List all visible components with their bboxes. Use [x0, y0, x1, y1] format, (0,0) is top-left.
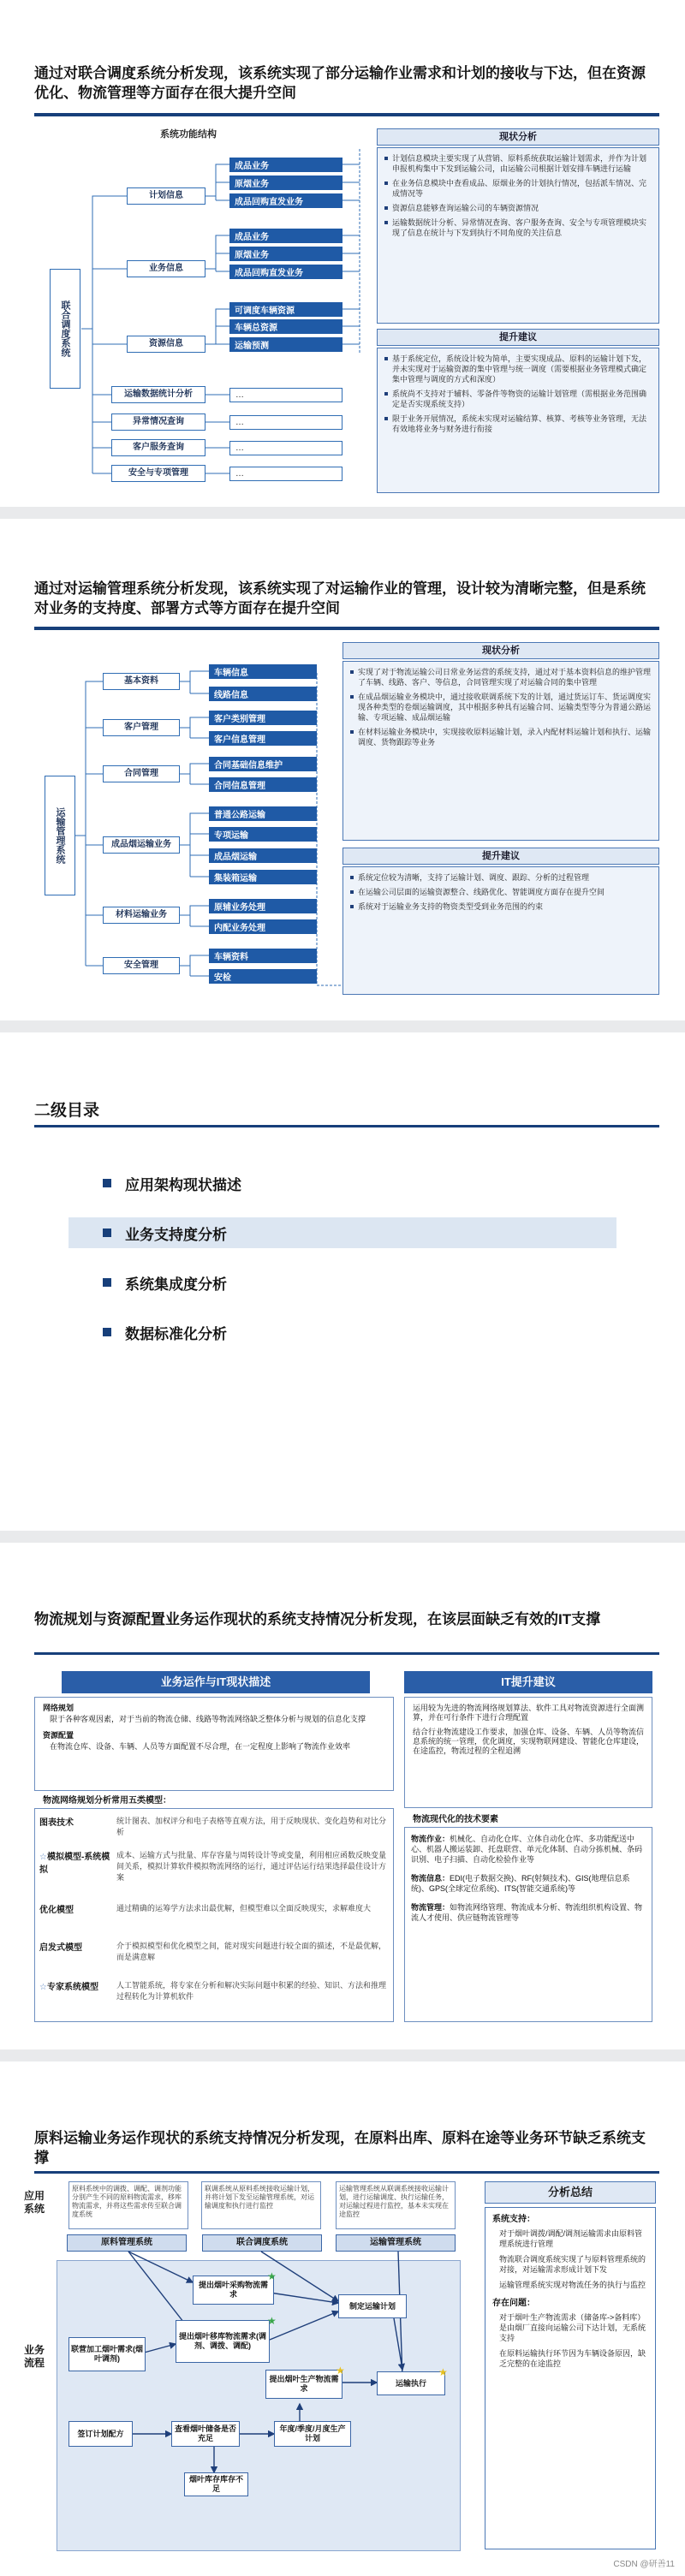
improve-header: 提升建议	[342, 848, 659, 865]
model-desc: 成本、运输方式与批量、库存容量与周转设计等或变量，利用相应函数反映变量间关系，模拟计算软件模拟物流网络的运行，通过评估运行结果选择最佳设计方案	[116, 1851, 387, 1882]
star-icon: ☆	[39, 1853, 47, 1862]
improve-item: 基于系统定位，系统设计较为简单，主要实现成品、原料的运输计划下发，并未实现对于运输资源的集中管理与统一调度（需要根据业务管理模式确定集中管理与调度的方式和深度）	[384, 354, 652, 384]
root-node: 运输管理系统	[45, 776, 75, 895]
flow-node: 烟叶库存库存不足	[184, 2472, 248, 2496]
support-label: 系统支持：	[492, 2215, 535, 2224]
structure-label: 系统功能结构	[160, 129, 217, 140]
group-plan: 计划信息	[127, 187, 206, 205]
toc-item[interactable]	[68, 1168, 616, 1199]
issue-label: 存在问题：	[492, 2299, 535, 2308]
model-desc: 人工智能系统，将专家在分析和解决实际问题中积累的经验、知识、方法和推理过程转化为计算机软件	[116, 1981, 387, 2001]
star-icon: ★	[438, 2366, 448, 2378]
support-item: 物流联合调度系统实现了与原料管理系统的对接，对运输需求形成计划下发	[499, 2255, 646, 2274]
tech-label: 物流现代化的技术要素	[413, 1815, 498, 1824]
leaf: 成品业务	[229, 158, 342, 172]
leaf: 运输预测	[229, 337, 342, 352]
group-business: 业务信息	[127, 260, 206, 277]
toc-item-label: 系统集成度分析	[125, 1276, 227, 1293]
model-desc: 介于模拟模型和优化模型之间，能对现实问题进行较全面的描述，不是最优解，而是满意解	[116, 1942, 387, 1961]
leaf: 车辆总资源	[229, 319, 342, 334]
toc-item-label: 数据标准化分析	[125, 1325, 227, 1342]
model-name: 启发式模型	[39, 1943, 82, 1953]
business-flow-label: 业务流程	[24, 2344, 45, 2369]
toc-item[interactable]	[68, 1267, 616, 1298]
model-row	[39, 1979, 390, 2002]
leaf: 成品烟运输	[209, 848, 317, 863]
slide-title: 原料运输业务运作现状的系统支持情况分析发现，在原料出库、原料在途等业务环节缺乏系统支撑	[34, 2130, 646, 2166]
status-item: 运输数据统计分析、异常情况查询、客户服务查询、安全与专项管理模块实现了信息在统计与下发到执行不同角度的关注信息	[384, 217, 652, 238]
issue-item: 对于烟叶生产物流需求（储备库->备料库）是由烟厂直接向运输公司下达计划，无系统支持	[499, 2313, 646, 2342]
status-item: 计划信息模块主要实现了从营销、原料系统获取运输计划需求，并作为计划申报机构集中下发到运输公司，由运输公司根据计划安排车辆进行运输	[384, 153, 652, 174]
model-name-text: 模拟模型-系统模拟	[39, 1853, 110, 1875]
star-icon: ☆	[39, 1983, 47, 1992]
bullet-text: 运用较为先进的物流网络规划算法、软件工具对物流资源进行全面测算，并在可行条件下进行合理配置	[413, 1704, 645, 1722]
right-suggest	[413, 1704, 644, 1756]
left-desc	[43, 1704, 385, 1752]
leaf-ellipsis: …	[229, 441, 342, 455]
bullet-square-icon	[103, 1328, 111, 1336]
bullet-text: 限于各种客观因素，对于当前的物流仓储、线路等物流网络缺乏整体分析与规划的信息化支撑	[50, 1715, 366, 1723]
status-item: 在材料运输业务模块中，实现接收原料运输计划，录入内配材料运输计划和执行、运输调度、货物跟踪等业务	[350, 727, 652, 747]
slide-title: 通过对运输管理系统分析发现，该系统实现了对运输作业的管理，设计较为清晰完整，但是系统对业务的支持度、部署方式等方面存在提升空间	[34, 580, 646, 616]
improve-item: 限于业务开展情况，系统未实现对运输结算、核算、考核等业务管理，无法有效地将业务与财务进行衔接	[384, 413, 652, 434]
leaf: 车辆资料	[209, 949, 317, 963]
model-row	[39, 1940, 390, 1962]
model-name: 优化模型	[39, 1906, 74, 1915]
improve-item: 在运输公司层面的运输资源整合、线路优化、智能调度方面存在提升空间	[350, 887, 652, 897]
leaf-ellipsis: …	[229, 415, 342, 430]
leaf: 合同信息管理	[209, 777, 317, 792]
separator	[0, 1531, 685, 1543]
leaf: 成品回购直发业务	[229, 193, 342, 208]
group-node: 基本资料	[103, 673, 180, 690]
toc-item-label: 应用架构现状描述	[125, 1176, 241, 1193]
system-box: 联合调度系统	[202, 2234, 322, 2252]
tools-label: 物流网络规划分析常用五类模型：	[43, 1796, 171, 1806]
right-header: IT提升建议	[404, 1671, 652, 1693]
slide-title: 物流规划与资源配置业务运作现状的系统支持情况分析发现，在该层面缺乏有效的IT支撑	[34, 1611, 601, 1627]
bullet-square-icon	[103, 1278, 111, 1287]
leaf: 客户类别管理	[209, 711, 317, 725]
slide-5-raw-material-transport	[0, 2061, 685, 2576]
separator	[0, 2049, 685, 2061]
leaf: 线路信息	[209, 687, 317, 701]
status-item: 实现了对于物流运输公司日常业务运营的系统支持，通过对于基本资料信息的维护管理了车辆、线路、客户、等信息，合同管理实现了对运输合同的集中管理	[350, 667, 652, 687]
leaf: 专项运输	[209, 827, 317, 842]
tech-list	[411, 1834, 647, 1923]
slide-3-toc	[0, 1032, 685, 1531]
system-box: 运输管理系统	[336, 2234, 456, 2252]
improve-panel	[342, 866, 659, 995]
toc-item-active[interactable]	[68, 1217, 616, 1248]
single-node: 运输数据统计分析	[111, 386, 206, 403]
support-item: 运输管理系统实现对物流任务的执行与监控	[499, 2281, 646, 2289]
flow-node: 年度/季度/月度生产计划	[274, 2421, 351, 2447]
flow-node: 联营加工烟叶需求(烟叶调剂)	[68, 2337, 146, 2371]
summary-panel	[485, 2207, 656, 2549]
model-name	[39, 1849, 116, 1883]
improve-item: 系统尚不支持对于辅料、零备件等物资的运输计划管理（需根据业务范围确定是否实现系统支持）	[384, 389, 652, 409]
slide-4-logistics-planning	[0, 1543, 685, 2049]
group-node: 安全管理	[103, 957, 180, 974]
single-node: 客户服务查询	[111, 439, 206, 456]
flow-node: 运输执行	[377, 2371, 445, 2395]
group-resource: 资源信息	[127, 336, 206, 353]
group-node: 材料运输业务	[103, 907, 180, 924]
single-node: 安全与专项管理	[111, 465, 206, 482]
leaf: 原烟业务	[229, 176, 342, 190]
bullet-text: 结合行业物流建设工作要求，加强仓库、设备、车辆、人员等物流信息系统的统一管理，优化调度，实现物联网建设、智能化仓库建设，在途监控，物流过程的全程追溯	[413, 1728, 645, 1755]
tech-name: 物流管理：	[411, 1903, 450, 1912]
system-box: 原料管理系统	[67, 2234, 187, 2252]
model-row	[39, 1815, 390, 1837]
leaf: 客户信息管理	[209, 731, 317, 746]
flow-node: 提出烟叶移库物流需求(调剂、调拨、调配)	[176, 2320, 270, 2363]
title-underline	[34, 1652, 659, 1655]
toc-item-label: 业务支持度分析	[125, 1226, 227, 1243]
group-node: 客户管理	[103, 719, 180, 736]
improve-header: 提升建议	[377, 329, 659, 346]
leaf: 成品回购直发业务	[229, 265, 342, 279]
app-system-label: 应用系统	[24, 2190, 45, 2215]
toc-underline	[34, 1125, 659, 1127]
star-icon: ★	[267, 2315, 277, 2327]
slide-1-joint-dispatch	[0, 12, 685, 507]
tech-name: 物流信息：	[411, 1874, 450, 1883]
model-row	[39, 1849, 390, 1883]
star-icon: ★	[267, 2270, 277, 2282]
slide-title: 通过对联合调度系统分析发现，该系统实现了部分运输作业需求和计划的接收与下达，但在资源优化、物流管理等方面存在很大提升空间	[34, 65, 646, 101]
flow-node: 查看烟叶储备是否充足	[171, 2421, 240, 2447]
flow-node: 制定运输计划	[338, 2294, 407, 2318]
improve-panel	[377, 348, 659, 493]
caption: 原料系统中的调拨、调配、调剂功能分别产生不同的原料物流需求，移库物流需求，并将这些需求传至联合调度系统	[68, 2181, 188, 2229]
bullet-square-icon	[103, 1229, 111, 1237]
model-name	[39, 1979, 116, 2002]
status-panel	[342, 661, 659, 841]
single-node: 异常情况查询	[111, 413, 206, 431]
separator	[0, 1020, 685, 1032]
leaf: 合同基础信息维护	[209, 757, 317, 771]
leaf: 集装箱运输	[209, 870, 317, 884]
flow-node: 提出烟叶生产物流需求	[265, 2370, 342, 2399]
separator	[0, 507, 685, 519]
summary-header: 分析总结	[485, 2181, 656, 2204]
model-desc: 统计图表、加权评分和电子表格等直观方法，用于反映现状、变化趋势和对比分析	[116, 1817, 387, 1836]
bullet-square-icon	[103, 1179, 111, 1187]
flow-node: 提出烟叶采购物流需求	[193, 2276, 274, 2305]
model-row	[39, 1902, 390, 1915]
status-item: 在业务信息模块中查看成品、原烟业务的计划执行情况，包括派车情况、完成情况等	[384, 178, 652, 199]
status-header: 现状分析	[377, 128, 659, 146]
leaf: 车辆信息	[209, 664, 317, 679]
tech-name: 物流作业：	[411, 1835, 450, 1843]
leaf-ellipsis: …	[229, 388, 342, 402]
caption: 联调系统从原料系统接收运输计划，并将计划下发至运输管理系统，对运输调度和执行进行监控	[201, 2181, 321, 2229]
caption: 运输管理系统从联调系统接收运输计划，进行运输调度、执行运输任务，对运输过程进行监控，基本未实现在途监控	[336, 2181, 456, 2229]
toc-title: 二级目录	[34, 1102, 100, 1120]
support-item: 对于烟叶调拨/调配/调剂运输需求由原料管理系统进行管理	[499, 2229, 643, 2248]
model-name: 图表技术	[39, 1818, 74, 1828]
group-node: 合同管理	[103, 765, 180, 782]
status-panel	[377, 147, 659, 324]
tech-desc: EDI(电子数据交换)、RF(射频技术)、GIS(地理信息系统)、GPS(全球定位系统)、ITS(智能交通系统)等	[411, 1874, 630, 1893]
tech-desc: 如物流网络管理、物流成本分析、物流组织机构设置、物流人才使用、供应链物流管理等	[411, 1903, 643, 1922]
leaf: 原辅业务处理	[209, 899, 317, 913]
leaf: 成品业务	[229, 229, 342, 243]
improve-item: 系统对于运输业务支持的物资类型受到业务范围的约束	[350, 901, 652, 912]
leaf-ellipsis: …	[229, 467, 342, 481]
star-icon: ★	[336, 2365, 345, 2377]
leaf: 内配业务处理	[209, 919, 317, 934]
leaf: 安检	[209, 969, 317, 984]
root-node: 联合调度系统	[50, 269, 80, 389]
improve-item: 系统定位较为清晰，支持了运输计划、调度、跟踪、分析的过程管理	[350, 872, 652, 883]
group-node: 成品烟运输业务	[103, 836, 180, 854]
leaf: 原烟业务	[229, 247, 342, 261]
tech-desc: 机械化、自动化仓库、立体自动化仓库、多功能配送中心、机器人搬运装卸、托盘联营、单元化体制、自动分拣机械、条码识别、电子扫描、自动化检验作业等	[411, 1835, 643, 1864]
toc-item[interactable]	[68, 1317, 616, 1347]
watermark: CSDN @研善11	[613, 2560, 675, 2569]
status-item: 在成品烟运输业务模块中，通过接收联调系统下发的计划，通过货运订车、货运调度实现各种类型的卷烟运输调度，其中根据多种具有运输合同、运输类型等分为普通公路运输、专项运输、成品烟运输	[350, 692, 652, 723]
model-desc: 通过精确的运筹学方法求出最优解，但模型难以全面反映现实，求解难度大	[116, 1904, 372, 1913]
flow-node: 签订计划配方	[68, 2421, 133, 2447]
bullet-head: 资源配置	[43, 1731, 74, 1740]
left-header: 业务运作与IT现状描述	[62, 1671, 370, 1693]
model-name-text: 专家系统模型	[46, 1983, 98, 1992]
issue-item: 在原料运输执行环节因为车辆设备原因，缺乏完整的在途监控	[499, 2349, 646, 2368]
status-item: 资源信息能够查询运输公司的车辆资源情况	[384, 203, 652, 213]
status-header: 现状分析	[342, 642, 659, 659]
bullet-head: 网络规划	[43, 1704, 74, 1712]
leaf: 可调度车辆资源	[229, 302, 342, 317]
leaf: 普通公路运输	[209, 806, 317, 821]
slide-2-transport-mgmt	[0, 519, 685, 1020]
bullet-text: 在物流仓库、设备、车辆、人员等方面配置不尽合理，在一定程度上影响了物流作业效率	[50, 1742, 351, 1751]
